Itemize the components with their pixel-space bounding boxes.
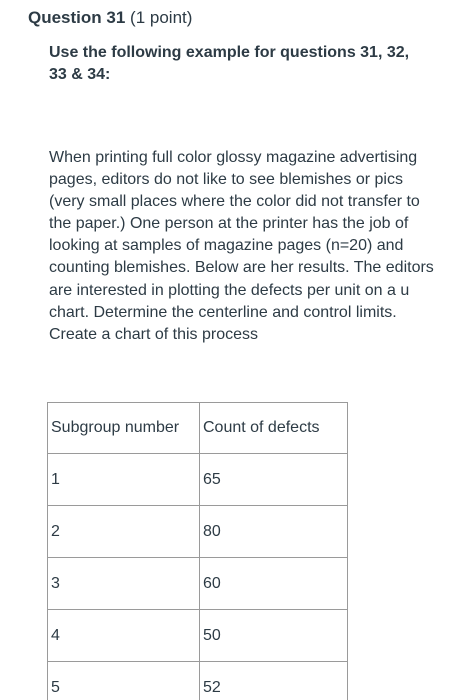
defects-cell: 80 — [200, 506, 348, 558]
question-body-text: When printing full color glossy magazine advertising pages, editors do not like to see blemishes or pics (very small places where the color did not transfer to the paper.) One person at the printer has the job of looking at samples of magazine pages (n=20) and counting blemishes. Below are her results. The editors are interested in plotting the defects per unit on a u chart. Determine the centerline and control limits. Create a chart of this process — [49, 149, 434, 343]
column-header-subgroup: Subgroup number — [48, 403, 200, 454]
table-row — [48, 558, 348, 610]
question-points: (1 point) — [130, 8, 193, 27]
question-lead-text: Use the following example for questions 31, 32, 33 & 34: — [49, 44, 410, 83]
defects-cell: 50 — [200, 610, 348, 662]
defects-cell: 52 — [200, 662, 348, 700]
subgroup-cell: 3 — [48, 558, 200, 610]
table-row — [48, 662, 348, 700]
subgroup-cell: 5 — [48, 662, 200, 700]
defects-cell: 60 — [200, 558, 348, 610]
question-title: Question 31 — [28, 8, 126, 27]
table-header-row — [48, 403, 348, 454]
subgroup-cell: 4 — [48, 610, 200, 662]
question-header — [28, 6, 192, 30]
table-row — [48, 506, 348, 558]
column-header-defects: Count of defects — [200, 403, 348, 454]
subgroup-cell: 1 — [48, 454, 200, 506]
defects-cell: 65 — [200, 454, 348, 506]
table-row — [48, 610, 348, 662]
table-row — [48, 454, 348, 506]
defects-table — [47, 402, 348, 700]
subgroup-cell: 2 — [48, 506, 200, 558]
